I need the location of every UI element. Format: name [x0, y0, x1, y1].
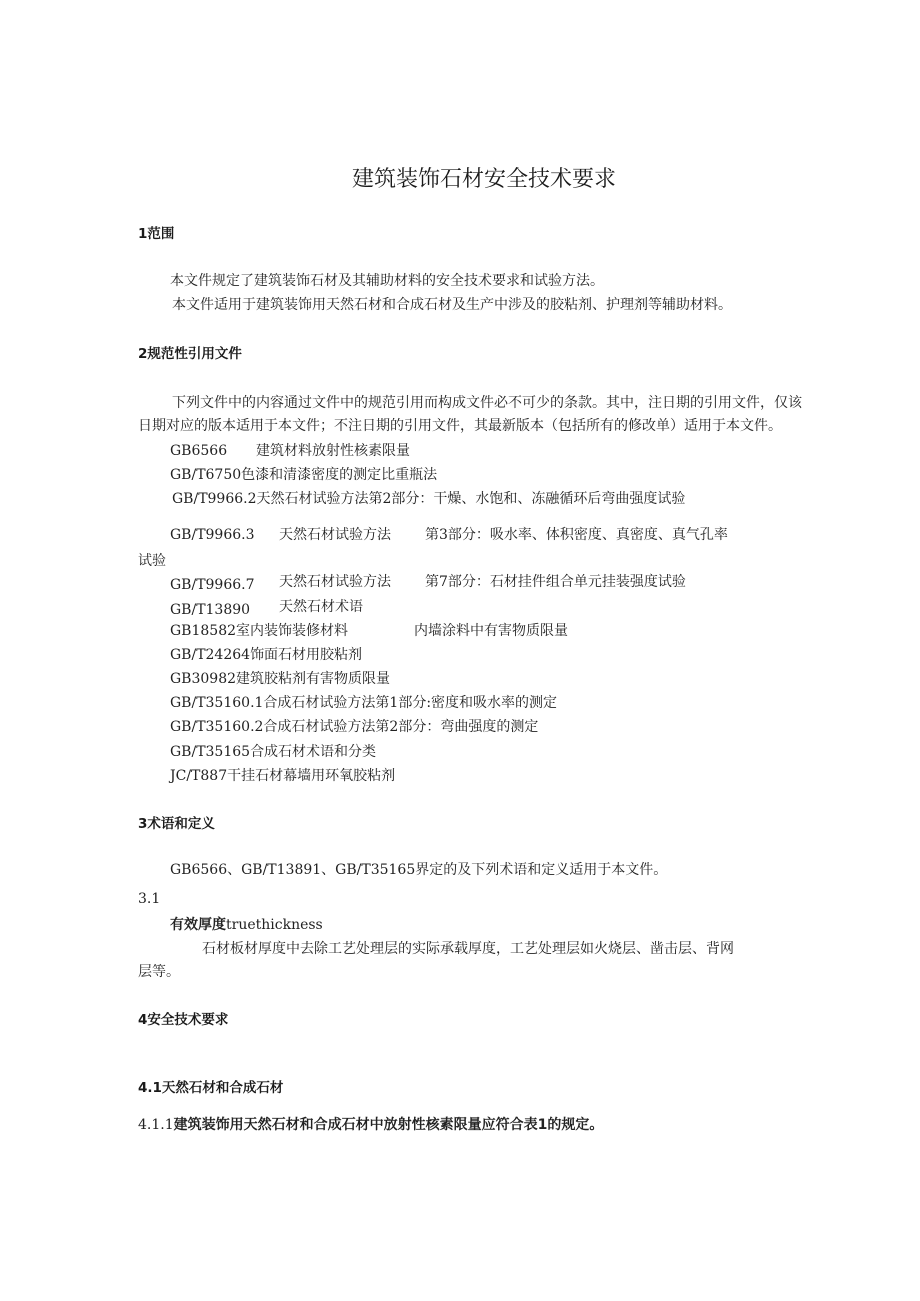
reference-8: GB/T24264饰面石材用胶粘剂 — [170, 647, 363, 663]
reference-9: GB30982建筑胶粘剂有害物质限量 — [170, 671, 391, 687]
scope-paragraph-1: 本文件规定了建筑装饰石材及其辅助材料的安全技术要求和试验方法。 — [170, 273, 604, 289]
section-4-heading: 4安全技术要求 — [138, 1012, 229, 1028]
references-intro-line-2: 日期对应的版本适用于本文件；不注日期的引用文件，其最新版本（包括所有的修改单）适用于本文件。 — [138, 418, 782, 434]
reference-1-code: GB6566 — [170, 443, 228, 459]
reference-6-title: 天然石材术语 — [279, 599, 363, 615]
reference-4-part: 第3部分：吸水率、体积密度、真密度、真气孔率 — [425, 527, 728, 543]
reference-1-title: 建筑材料放射性核素限量 — [256, 443, 410, 459]
reference-4-code: GB/T9966.3 — [170, 527, 255, 543]
section-1-heading: 1范围 — [138, 226, 175, 242]
reference-5-method: 天然石材试验方法 — [279, 574, 391, 590]
reference-4-continuation: 试验 — [138, 553, 166, 569]
term-definition-line-1: 石材板材厚度中去除工艺处理层的实际承载厚度，工艺处理层如火烧层、凿击层、背网 — [202, 941, 734, 957]
reference-11: GB/T35160.2合成石材试验方法第2部分：弯曲强度的测定 — [170, 719, 539, 735]
page-title: 建筑装饰石材安全技术要求 — [352, 167, 617, 192]
references-intro-line-1: 下列文件中的内容通过文件中的规范引用而构成文件必不可少的条款。其中，注日期的引用文件，仅该 — [172, 395, 802, 411]
reference-4-method: 天然石材试验方法 — [279, 527, 391, 543]
reference-3: GB/T9966.2天然石材试验方法第2部分：干燥、水饱和、冻融循环后弯曲强度试验 — [172, 491, 686, 507]
clause-4-1-1-text: 建筑装饰用天然石材和合成石材中放射性核素限量应符合表1的规定。 — [173, 1117, 604, 1133]
terms-intro: GB6566、GB/T13891、GB/T35165界定的及下列术语和定义适用于本文件。 — [170, 862, 668, 878]
reference-13: JC/T887干挂石材幕墙用环氧胶粘剂 — [170, 768, 396, 784]
section-4-1-heading: 4.1天然石材和合成石材 — [138, 1080, 284, 1096]
reference-5-part: 第7部分：石材挂件组合单元挂装强度试验 — [425, 574, 686, 590]
reference-7-a: GB18582室内装饰装修材料 — [170, 623, 349, 639]
section-3-heading: 3术语和定义 — [138, 816, 215, 832]
reference-6-code: GB/T13890 — [170, 602, 251, 618]
term-chinese: 有效厚度 — [170, 917, 226, 933]
scope-paragraph-2: 本文件适用于建筑装饰用天然石材和合成石材及生产中涉及的胶粘剂、护理剂等辅助材料。 — [172, 297, 732, 313]
reference-2: GB/T6750色漆和清漆密度的测定比重瓶法 — [170, 467, 438, 483]
reference-12: GB/T35165合成石材术语和分类 — [170, 744, 377, 760]
reference-10: GB/T35160.1合成石材试验方法第1部分:密度和吸水率的测定 — [170, 695, 558, 711]
term-definition-line-2: 层等。 — [138, 964, 180, 980]
clause-4-1-1 — [138, 1116, 603, 1134]
term-english: truethickness — [226, 917, 323, 933]
term-entry — [170, 916, 323, 934]
section-2-heading: 2规范性引用文件 — [138, 346, 242, 362]
clause-3-1-number: 3.1 — [138, 891, 161, 907]
clause-4-1-1-number: 4.1.1 — [138, 1117, 174, 1133]
reference-5-code: GB/T9966.7 — [170, 577, 255, 593]
reference-7-b: 内墙涂料中有害物质限量 — [414, 623, 568, 639]
